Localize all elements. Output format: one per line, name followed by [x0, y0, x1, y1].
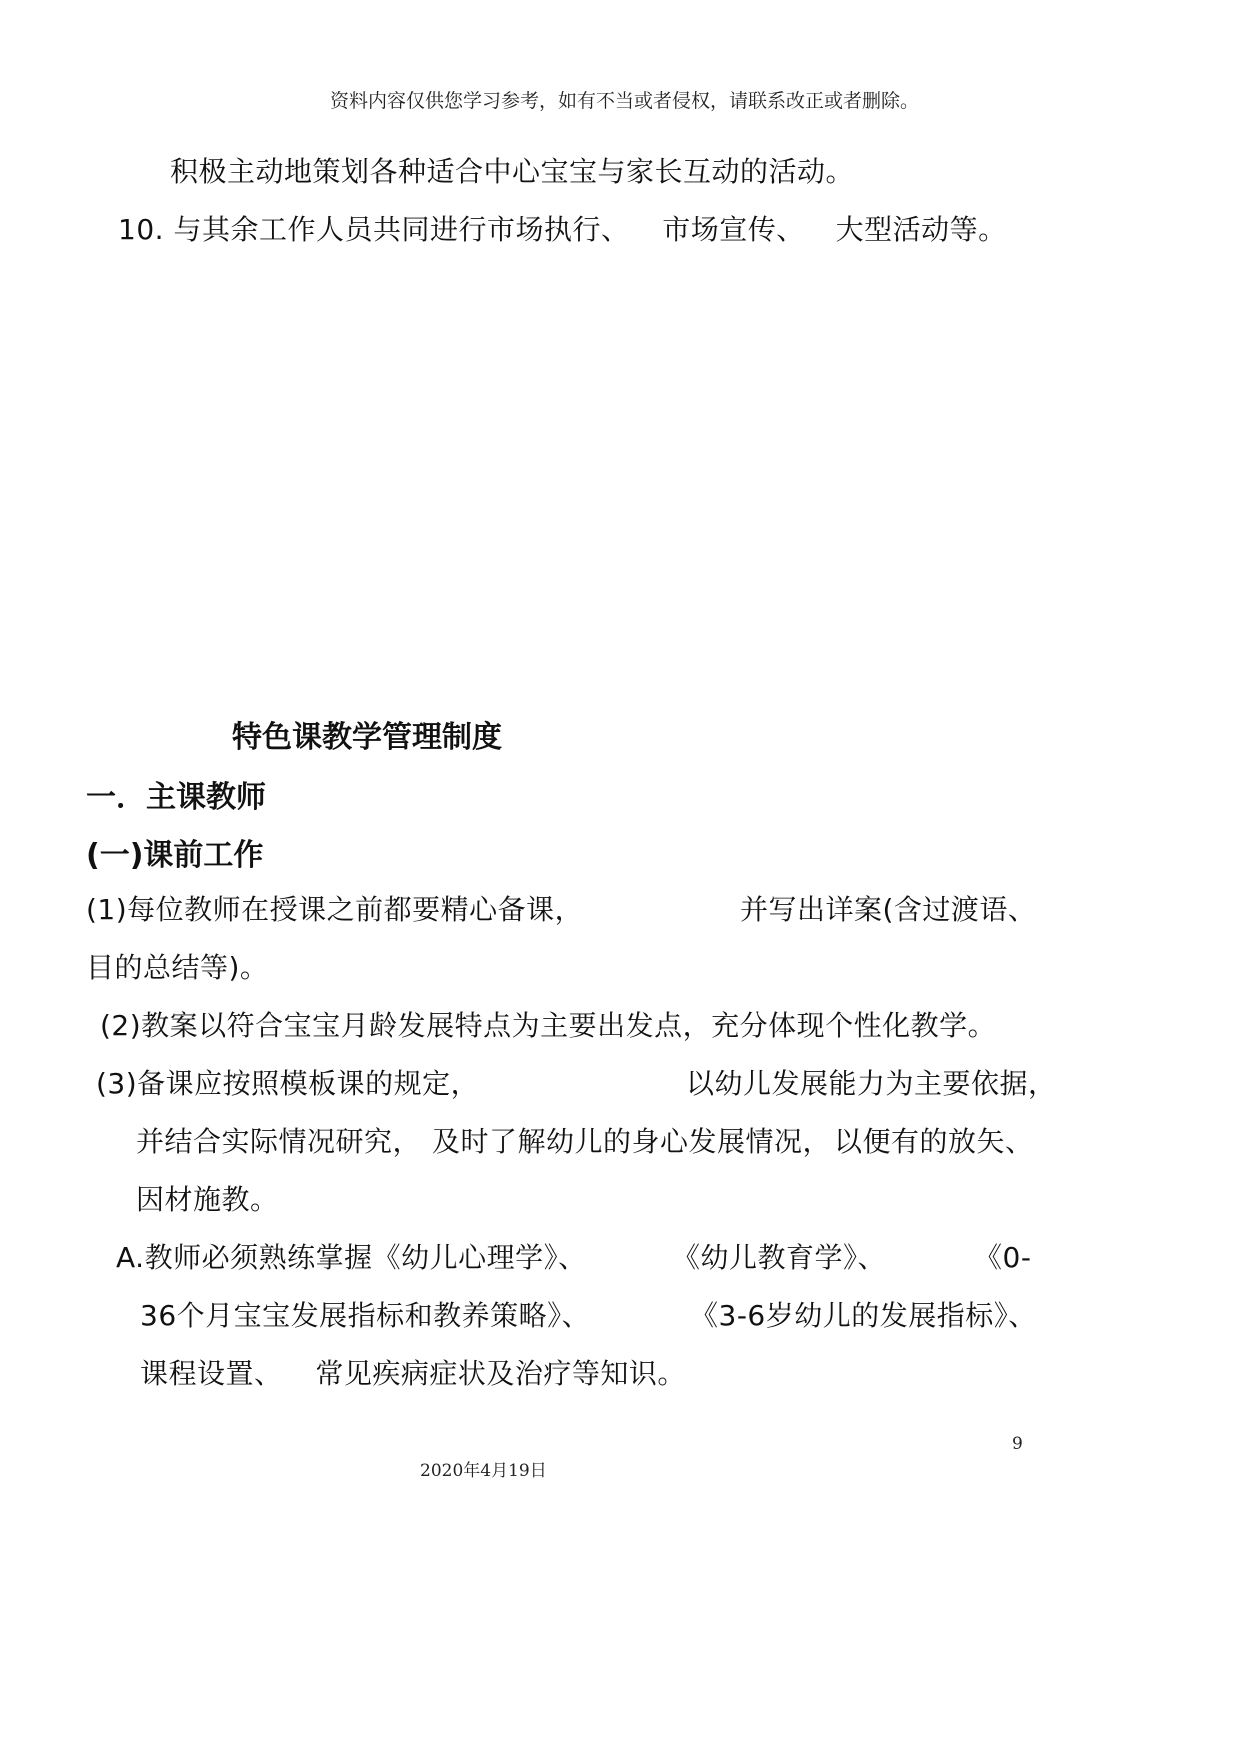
- text-span: 并结合实际情况研究，: [136, 1125, 422, 1158]
- paragraph-3-line2-mid: 及时了解幼儿的身心发展情况，: [432, 1125, 832, 1158]
- text-span: 常见疾病症状及治疗等知识。: [315, 1357, 686, 1390]
- item-a-line3: [140, 1352, 686, 1392]
- text-span: 大型活动等。: [835, 213, 1007, 246]
- paragraph-3-line3: 因材施教。: [136, 1183, 279, 1216]
- footer-date: 2020年4月19日: [420, 1461, 547, 1481]
- paragraph-2: (2)教案以符合宝宝月龄发展特点为主要出发点，充分体现个性化教学。: [100, 1009, 997, 1042]
- text-span: 与其余工作人员共同进行市场执行、: [173, 213, 630, 246]
- item-a-line1-end: 《0-: [974, 1241, 1032, 1274]
- heading-level1: 一．主课教师: [86, 780, 266, 815]
- paragraph-3-line1-cont: 以幼儿发展能力为主要依据，: [686, 1067, 1057, 1100]
- list-item-10: [118, 208, 1007, 248]
- text-span: 市场宣传、: [662, 213, 805, 246]
- paragraph-1-line1-cont: 并写出详案(含过渡语、: [740, 893, 1037, 926]
- item-a-line1: A.教师必须熟练掌握《幼儿心理学》、: [116, 1241, 587, 1274]
- section-title: 特色课教学管理制度: [232, 720, 502, 755]
- paragraph-3-line2: [136, 1120, 421, 1160]
- heading-level2: (一)课前工作: [86, 838, 264, 873]
- paragraph-1-line1: [86, 888, 583, 928]
- header-notice: 资料内容仅供您学习参考，如有不当或者侵权，请联系改正或者删除。: [330, 90, 920, 112]
- paragraph-line: 积极主动地策划各种适合中心宝宝与家长互动的活动。: [170, 155, 855, 188]
- paragraph-1-line2: 目的总结等)。: [86, 951, 269, 984]
- list-number: 10.: [118, 213, 165, 246]
- item-a-line2-end: 《3-6岁幼儿的发展指标》、: [690, 1299, 1037, 1332]
- paragraph-3-line1: (3)备课应按照模板课的规定，: [96, 1067, 480, 1100]
- page-number: 9: [1012, 1434, 1023, 1454]
- text-span: (1)每位教师在授课之前都要精心备课，: [86, 893, 584, 926]
- item-a-line1-mid: 《幼儿教育学》、: [672, 1241, 887, 1274]
- item-a-line2: 36个月宝宝发展指标和教养策略》、: [140, 1299, 591, 1332]
- text-span: 课程设置、: [140, 1357, 283, 1390]
- paragraph-3-line2-end: 以便有的放矢、: [834, 1125, 1034, 1158]
